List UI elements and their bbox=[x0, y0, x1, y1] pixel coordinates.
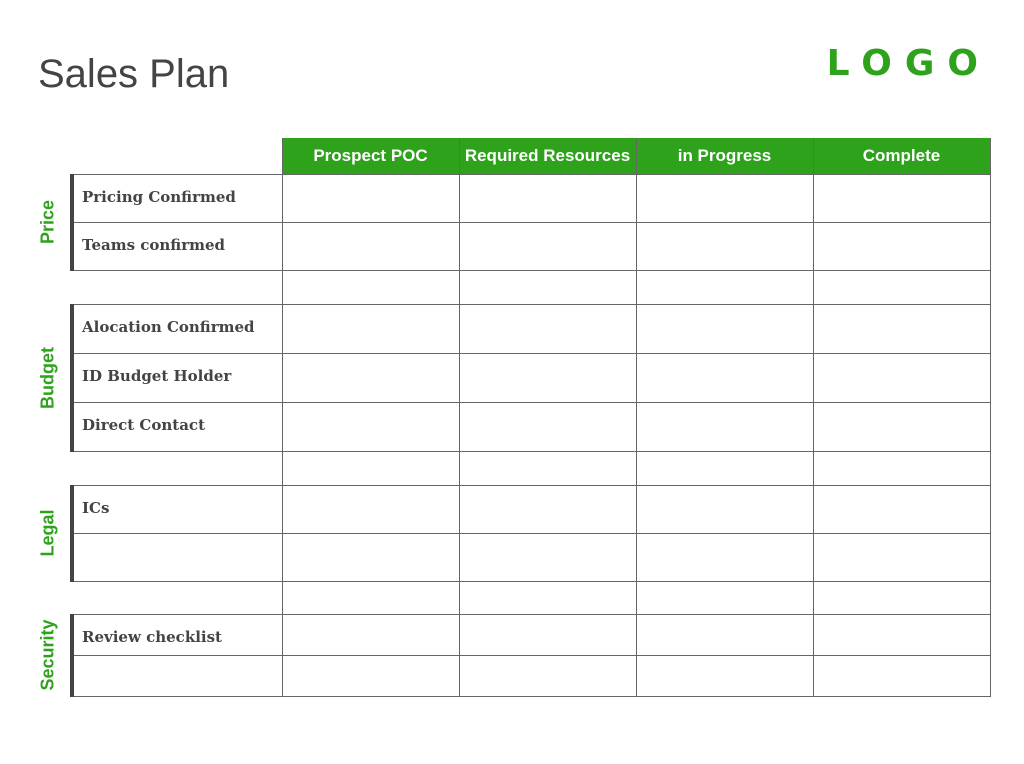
table-cell[interactable] bbox=[283, 403, 459, 451]
group-label-text: Price bbox=[37, 199, 58, 245]
column-divider bbox=[990, 138, 991, 697]
table-cell[interactable] bbox=[814, 534, 990, 581]
group-label-text: Budget bbox=[37, 347, 58, 409]
row-divider bbox=[72, 270, 991, 271]
table-cell[interactable] bbox=[460, 615, 636, 655]
group-label-text: Legal bbox=[37, 509, 58, 557]
table-cell[interactable] bbox=[814, 305, 990, 353]
group-label-text: Security bbox=[37, 619, 58, 691]
table-cell[interactable] bbox=[637, 486, 813, 533]
group-bar bbox=[70, 485, 74, 582]
table-cell[interactable] bbox=[460, 305, 636, 353]
column-header: in Progress bbox=[677, 146, 772, 165]
row-label: Pricing Confirmed bbox=[82, 188, 236, 206]
table-cell[interactable] bbox=[460, 354, 636, 402]
table-cell[interactable] bbox=[283, 656, 459, 696]
table-cell[interactable] bbox=[637, 354, 813, 402]
table-cell[interactable] bbox=[814, 656, 990, 696]
table-cell[interactable] bbox=[814, 615, 990, 655]
table-cell[interactable] bbox=[283, 354, 459, 402]
table-cell[interactable] bbox=[637, 305, 813, 353]
page-title: Sales Plan bbox=[38, 52, 230, 96]
table-cell[interactable] bbox=[460, 534, 636, 581]
column-header: Prospect POC bbox=[313, 146, 428, 165]
table-cell[interactable] bbox=[283, 305, 459, 353]
table-cell[interactable] bbox=[814, 403, 990, 451]
column-header: Required Resources bbox=[464, 146, 631, 165]
table-cell[interactable] bbox=[814, 486, 990, 533]
table-cell[interactable] bbox=[637, 175, 813, 222]
table-cell[interactable] bbox=[637, 534, 813, 581]
table-cell[interactable] bbox=[814, 354, 990, 402]
table-cell[interactable] bbox=[814, 175, 990, 222]
table-cell[interactable] bbox=[814, 223, 990, 270]
table-cell[interactable] bbox=[283, 223, 459, 270]
row-divider bbox=[72, 451, 991, 452]
table-cell[interactable] bbox=[637, 403, 813, 451]
table-cell[interactable] bbox=[460, 403, 636, 451]
group-bar bbox=[70, 614, 74, 697]
column-header: Complete bbox=[862, 146, 941, 165]
row-divider bbox=[72, 696, 991, 697]
table-cell[interactable] bbox=[283, 615, 459, 655]
table-cell[interactable] bbox=[637, 656, 813, 696]
logo: LOGO bbox=[826, 43, 991, 84]
table-cell[interactable] bbox=[460, 223, 636, 270]
table-cell[interactable] bbox=[283, 534, 459, 581]
table-cell[interactable] bbox=[460, 175, 636, 222]
row-label: ID Budget Holder bbox=[82, 367, 232, 385]
group-bar bbox=[70, 304, 74, 452]
table-cell[interactable] bbox=[460, 486, 636, 533]
row-divider bbox=[72, 581, 991, 582]
table-cell[interactable] bbox=[460, 656, 636, 696]
row-label: Alocation Confirmed bbox=[82, 318, 255, 336]
row-label: ICs bbox=[82, 499, 110, 517]
table-cell[interactable] bbox=[637, 223, 813, 270]
row-label: Direct Contact bbox=[82, 416, 205, 434]
row-label: Teams confirmed bbox=[82, 236, 225, 254]
table-cell[interactable] bbox=[283, 486, 459, 533]
group-bar bbox=[70, 174, 74, 271]
row-label: Review checklist bbox=[82, 628, 222, 646]
table-cell[interactable] bbox=[637, 615, 813, 655]
table-cell[interactable] bbox=[283, 175, 459, 222]
